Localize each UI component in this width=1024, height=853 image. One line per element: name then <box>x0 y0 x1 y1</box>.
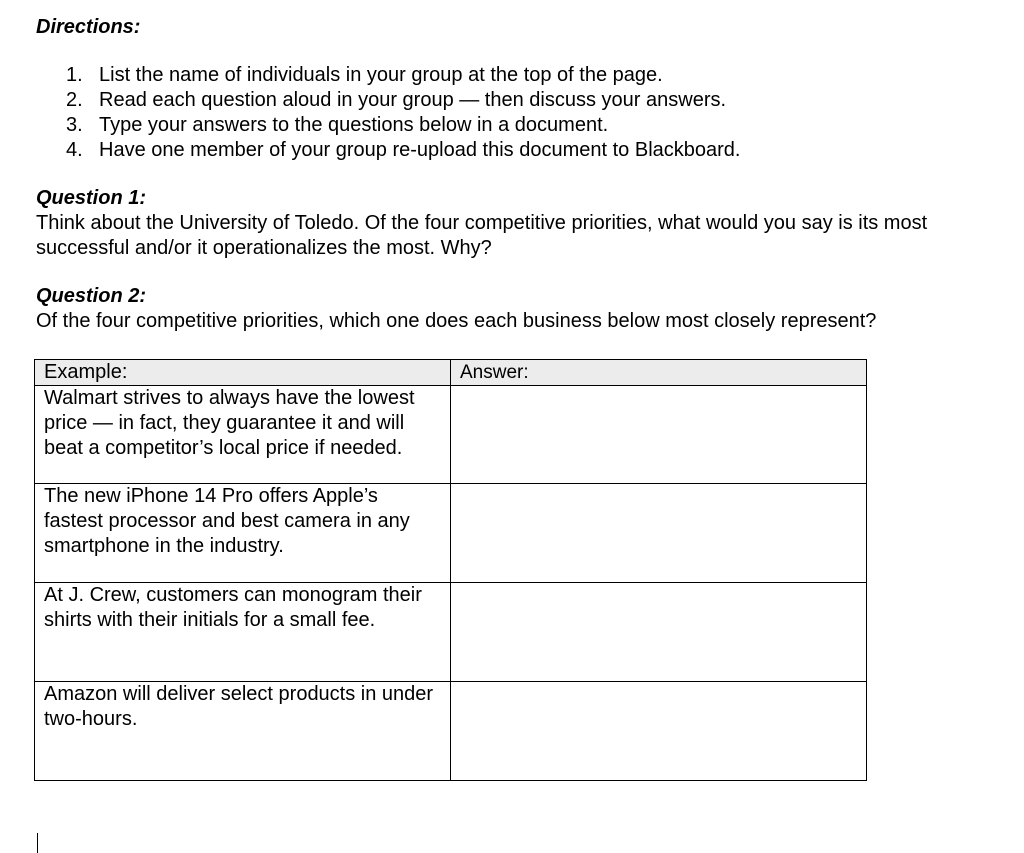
text-cursor <box>37 833 38 853</box>
example-cell[interactable]: At J. Crew, customers can monogram their shirts with their initials for a small fee. <box>35 583 451 682</box>
answer-cell[interactable] <box>451 682 867 781</box>
answer-cell[interactable] <box>451 386 867 484</box>
directions-item-number: 2. <box>66 89 83 111</box>
example-cell[interactable]: The new iPhone 14 Pro offers Apple’s fastest processor and best camera in any smartphone in the industry. <box>35 484 451 583</box>
answer-cell[interactable] <box>451 583 867 682</box>
directions-list <box>66 63 740 163</box>
directions-item-text[interactable]: Read each question aloud in your group — then discuss your answers. <box>99 89 727 111</box>
directions-item-text[interactable]: Type your answers to the questions below in a document. <box>99 114 609 136</box>
directions-item-text[interactable]: List the name of individuals in your group at the top of the page. <box>99 64 663 86</box>
example-cell[interactable]: Walmart strives to always have the lowest price — in fact, they guarantee it and will beat a competitor’s local price if needed. <box>35 386 451 484</box>
directions-item <box>66 88 740 113</box>
table-row <box>35 484 867 583</box>
example-cell[interactable]: Amazon will deliver select products in under two-hours. <box>35 682 451 781</box>
example-header-cell[interactable]: Example: <box>35 360 451 386</box>
directions-item-number: 3. <box>66 114 83 136</box>
table-header-row <box>35 360 867 386</box>
question-1-text[interactable]: Think about the University of Toledo. Of the four competitive priorities, what would you say is its most successful and/or it operationalizes the most. Why? <box>36 212 928 259</box>
table-row <box>35 682 867 781</box>
question-1-heading: Question 1: <box>36 187 147 209</box>
directions-item-text[interactable]: Have one member of your group re-upload this document to Blackboard. <box>99 139 741 161</box>
directions-item <box>66 113 740 138</box>
table-row <box>35 386 867 484</box>
directions-item <box>66 63 740 88</box>
question-2-text[interactable]: Of the four competitive priorities, which one does each business below most closely represent? <box>36 310 877 332</box>
answer-cell[interactable] <box>451 484 867 583</box>
directions-heading: Directions: <box>36 16 141 38</box>
directions-item-number: 4. <box>66 139 83 161</box>
answer-header-cell[interactable]: Answer: <box>451 360 867 386</box>
directions-item-number: 1. <box>66 64 83 86</box>
table-row <box>35 583 867 682</box>
answers-table <box>34 359 867 781</box>
question-2-heading: Question 2: <box>36 285 147 307</box>
directions-item <box>66 138 740 163</box>
